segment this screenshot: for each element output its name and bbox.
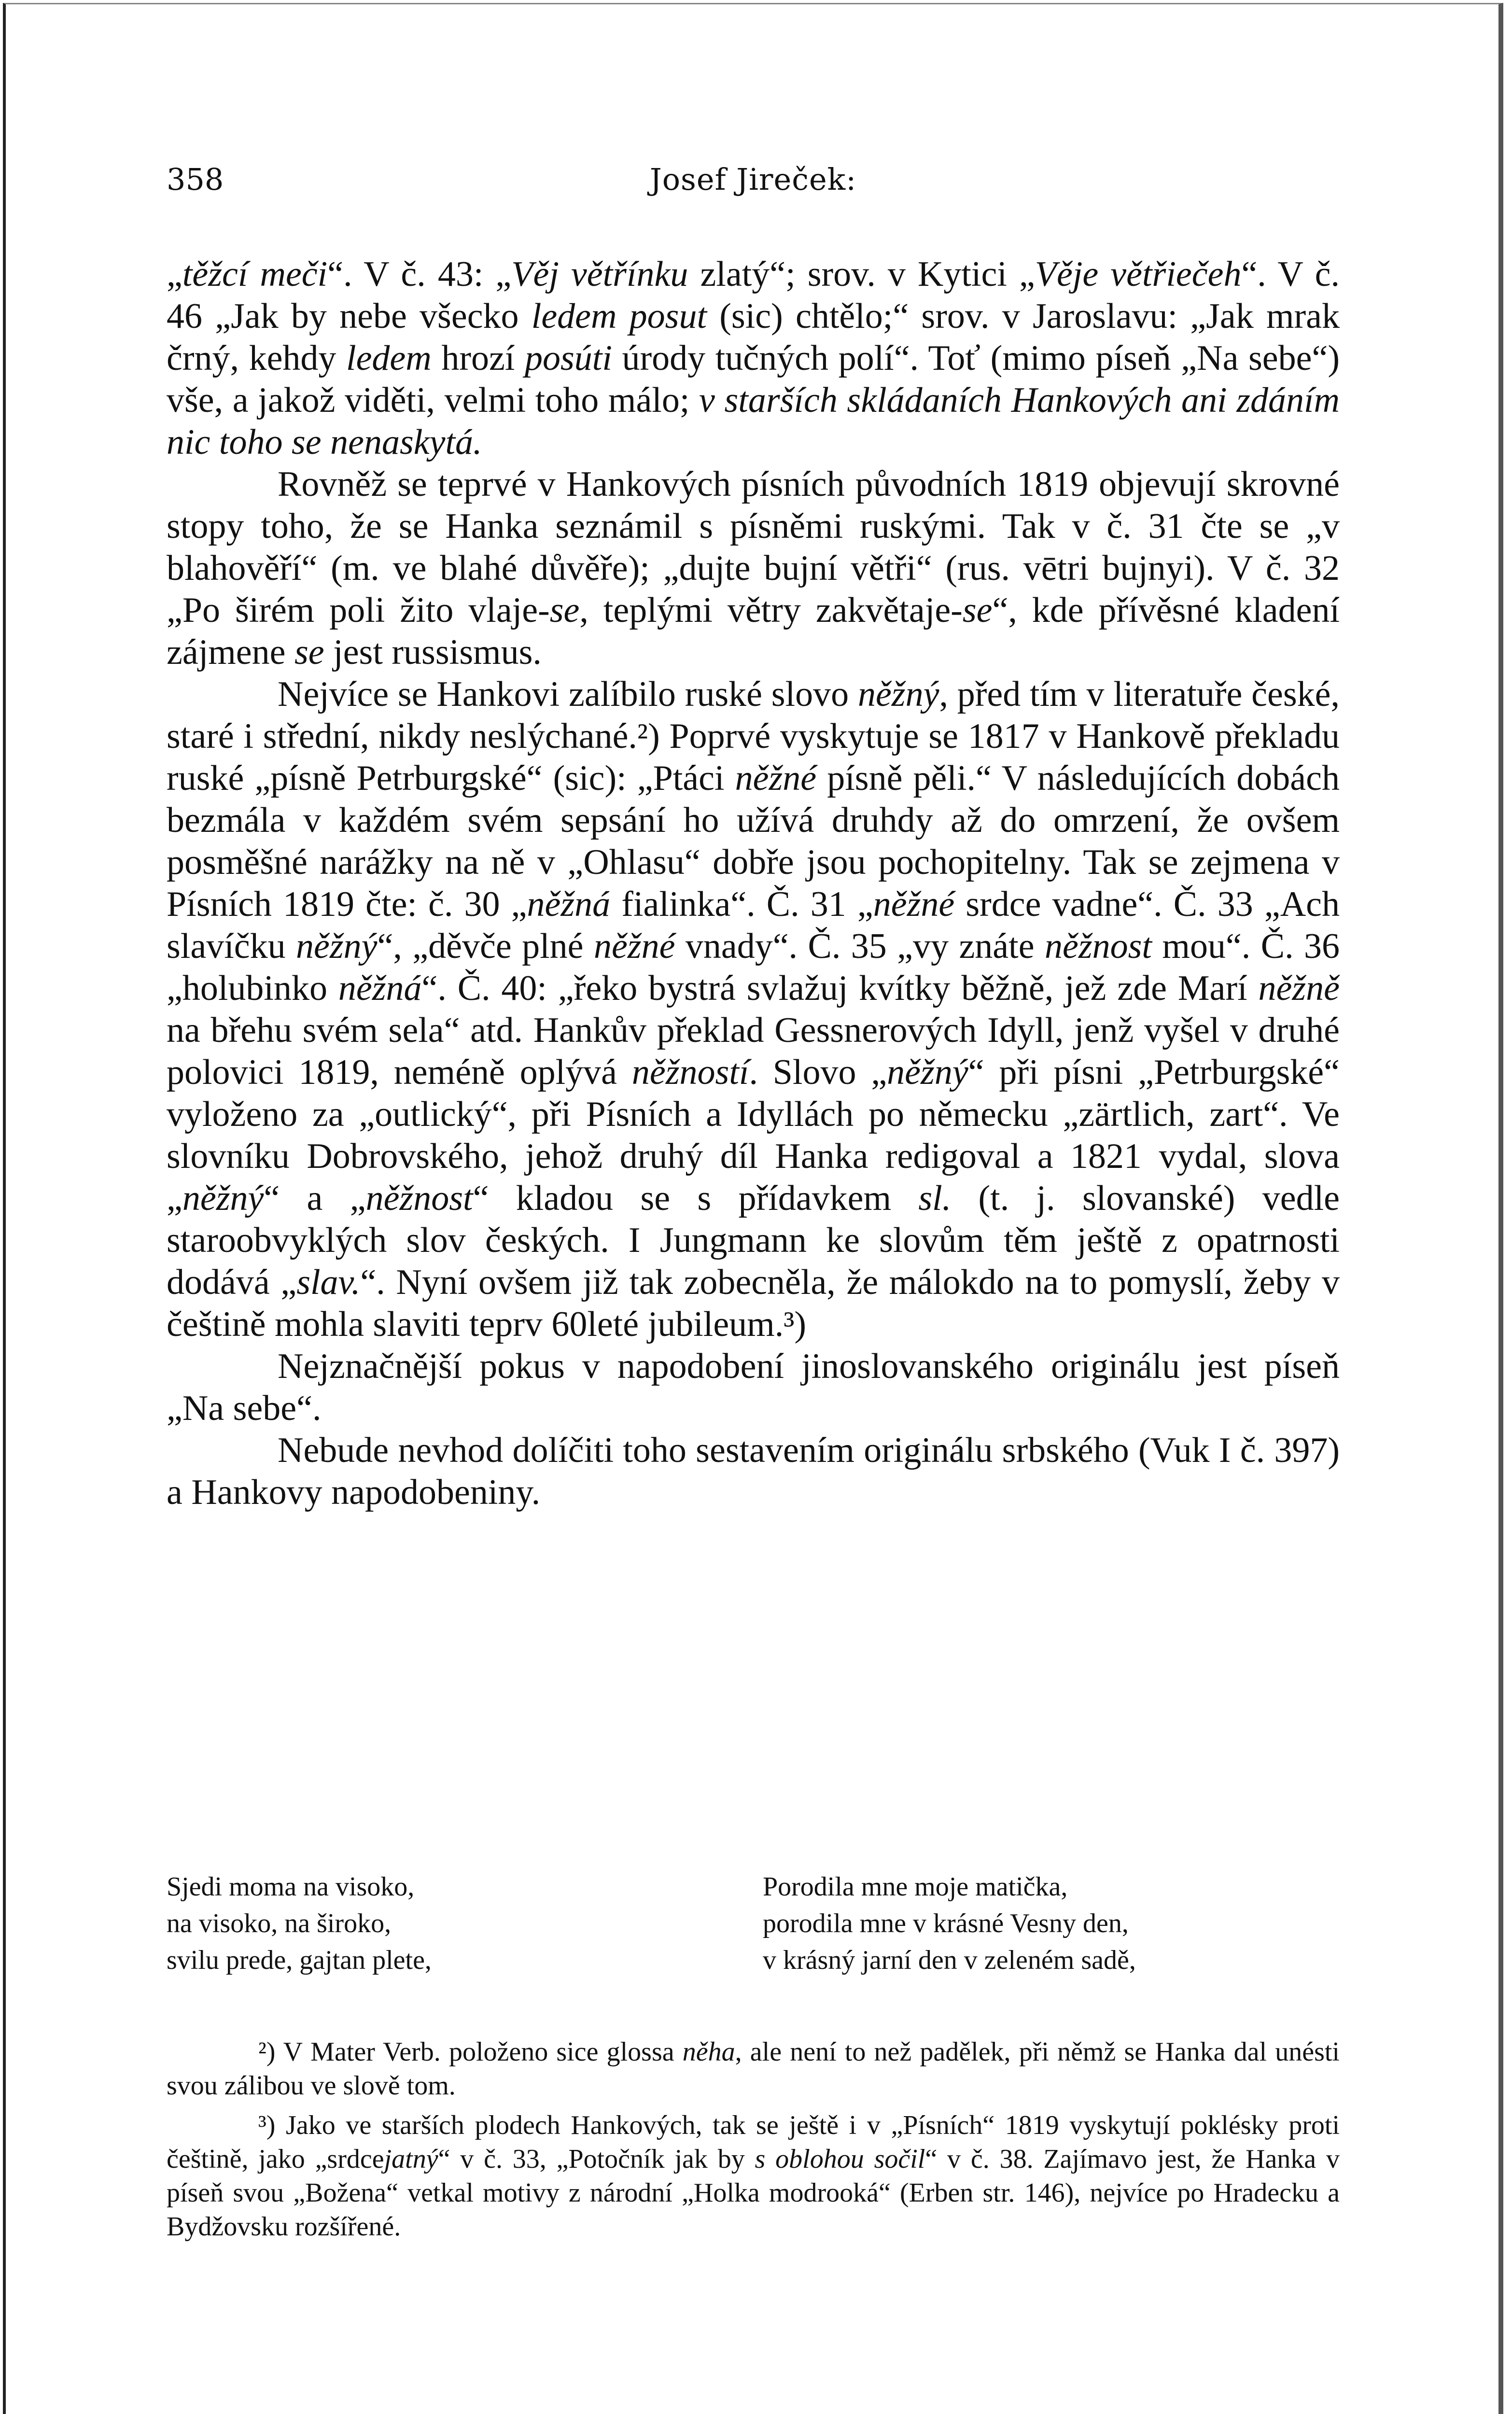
poem-line: Sjedi moma na visoko, [167,1872,415,1902]
text-run: fialinka“. Č. 31 „ [610,884,873,924]
italic-text: něžnost [365,1179,473,1218]
italic-text: něžné [873,884,955,924]
text-run: , ale není to než padělek, při němž se Hanka dal unésti svou zálibou ve slově tom. [167,2037,1340,2101]
text-run: hrozí [431,338,525,378]
italic-text: něžný [857,674,939,714]
italic-text: něžná [338,968,422,1008]
paragraph-1 [167,253,1340,463]
italic-text: slav. [296,1263,361,1302]
text-run: jest russismus. [324,632,542,672]
italic-text: ledem [346,338,432,378]
body-text [167,253,1340,1514]
italic-text: Věje větřiečeh [1035,254,1242,294]
poem-hanka-imitation [763,1868,1136,1979]
italic-text: něžné [593,926,675,966]
footnote-2 [167,2035,1340,2103]
text-run: písně pěli.“ V následujících dobách bezmála v každém svém sepsání ho užívá druhdy až do omrzení, že ovšem posměšné narážky na ně v „Ohlasu“ dobře jsou pochopitelny. Tak se zejmena v Písních 1819 čte: č. 30 „ [167,758,1340,924]
paragraph-2 [167,463,1340,674]
paragraph-4 [167,1346,1340,1430]
text-run: (t. j. slovanské) vedle staroobvyklých slov českých. I Jungmann ke slovům těm ještě z opatrnosti dodává „ [167,1179,1340,1302]
paragraph-3 [167,674,1340,1346]
italic-text: se [549,590,580,630]
italic-text: něžné [735,758,817,798]
poem-line: v krásný jarní den v zeleném sadě, [763,1945,1136,1975]
footnote-3 [167,2108,1340,2244]
poem-original-serbian [167,1868,432,1979]
text-run: na břehu svém sela“ atd. Hankův překlad Gessnerových Idyll, jenž vyšel v druhé polovici 1819, neméně oplývá [167,1011,1340,1092]
text-run: mou“. Č. 36 „holubinko [167,926,1340,1008]
poem-line: porodila mne v krásné Vesny den, [763,1909,1129,1938]
italic-text: se [962,590,993,630]
text-run: “. V č. 43: „ [327,254,512,294]
italic-text: ledem posut [531,296,707,336]
poem-line: na visoko, na široko, [167,1909,392,1938]
text-run: “ a „ [264,1179,366,1218]
footnotes [167,2035,1340,2244]
text-run: Nejvíce se Hankovi zalíbilo ruské slovo [278,674,858,714]
running-title: Josef Jireček: [649,162,857,197]
text-run: , teplými větry zakvětaje- [579,590,963,630]
italic-text: něžnost [1044,926,1152,966]
text-run: Nejznačnější pokus v napodobení jinoslovanského originálu jest píseň „Na sebe“. [167,1347,1340,1428]
text-run: “. V č. 46 „Jak by nebe všecko [167,254,1340,336]
text-run: Rovněž se teprvé v Hankových písních původních 1819 objevují skrovné stopy toho, že se Hanka seznámil s písněmi ruskými. Tak v č. 31 čte se „v blahověří“ (m. ve blahé důvěře); „dujte bujní větři“ (rus. vētri bujnyi). V č. 32 „Po širém poli žito vlaje- [167,464,1340,630]
text-run: vnady“. Č. 35 „vy znáte [675,926,1045,966]
italic-text: se [294,632,324,672]
italic-text: něžností [631,1053,749,1092]
italic-text: sl. [918,1179,952,1218]
italic-text: jatný [384,2144,438,2174]
text-run: úrody tučných polí“. Toť (mimo píseň „Na sebe“) vše, a jakož viděti, velmi toho málo; [167,338,1340,420]
text-run: “. Nyní ovšem již tak zobecněla, že málokdo na to pomyslí, žeby v češtině mohla slaviti teprv 60leté jubileum.³) [167,1263,1340,1344]
text-run: “, kde přívěsné kladení zájmene [167,590,1340,672]
text-run: ²) V Mater Verb. položeno sice glossa [258,2037,683,2067]
page-header [167,162,1340,215]
page-number: 358 [167,162,224,197]
poem-line: Porodila mne moje matička, [763,1872,1068,1902]
text-run: “ v č. 38. Zajímavo jest, že Hanka v píseň svou „Božena“ vetkal motivy z národní „Holka modrooká“ (Erben str. 146), nejvíce po Hradecku a Bydžovsku rozšířené. [167,2144,1340,2242]
text-run: (sic) chtělo;“ srov. v Jaroslavu: „Jak mrak črný, kehdy [167,296,1340,378]
italic-text: něha [682,2037,735,2067]
paragraph-5 [167,1430,1340,1514]
text-run: , před tím v literatuře české, staré i střední, nikdy neslýchané.²) Poprvé vyskytuje se 1817 v Hankově překladu ruské „písně Petrburgské“ (sic): „Ptáci [167,674,1340,798]
text-run: “ při písni „Petrburgské“ vyloženo za „outlický“, při Písních a Idyllách po německu „zärtlich, zart“. Ve slovníku Dobrovského, jehož druhý díl Hanka redigoval a 1821 vydal, slova „ [167,1053,1340,1218]
text-run: . Slovo „ [749,1053,887,1092]
text-run: “ kladou se s přídavkem [473,1179,919,1218]
text-run: zlatý“; srov. v Kytici „ [688,254,1035,294]
italic-text: posúti [524,338,612,378]
poem-line: svilu prede, gajtan plete, [167,1945,432,1975]
italic-text: v starších skládaních Hankových ani zdáním nic toho se nenaskytá. [167,380,1340,462]
text-run: „ [167,254,182,294]
italic-text: něžný [887,1053,968,1092]
text-run: Nebude nevhod dolíčiti toho sestavením originálu srbského (Vuk I č. 397) a Hankovy napodobeniny. [167,1431,1340,1512]
italic-text: něžný [296,926,378,966]
italic-text: s oblohou sočil [755,2144,925,2174]
italic-text: Věj větřínku [511,254,688,294]
italic-text: něžný [182,1179,264,1218]
italic-text: něžná [527,884,611,924]
text-run: “, „děvče plné [377,926,594,966]
text-run: “. Č. 40: „řeko bystrá svlažuj kvítky běžně, jež zde Marí [421,968,1259,1008]
text-run: srdce vadne“. Č. 33 „Ach slavíčku [167,884,1340,966]
italic-text: těžcí meči [182,254,328,294]
text-run: “ v č. 33, „Potočník jak by [438,2144,755,2174]
text-run: ³) Jako ve starších plodech Hankových, tak se ještě i v „Písních“ 1819 vyskytují poklésky proti češtině, jako „srdce [167,2110,1340,2174]
italic-text: něžně [1258,968,1340,1008]
